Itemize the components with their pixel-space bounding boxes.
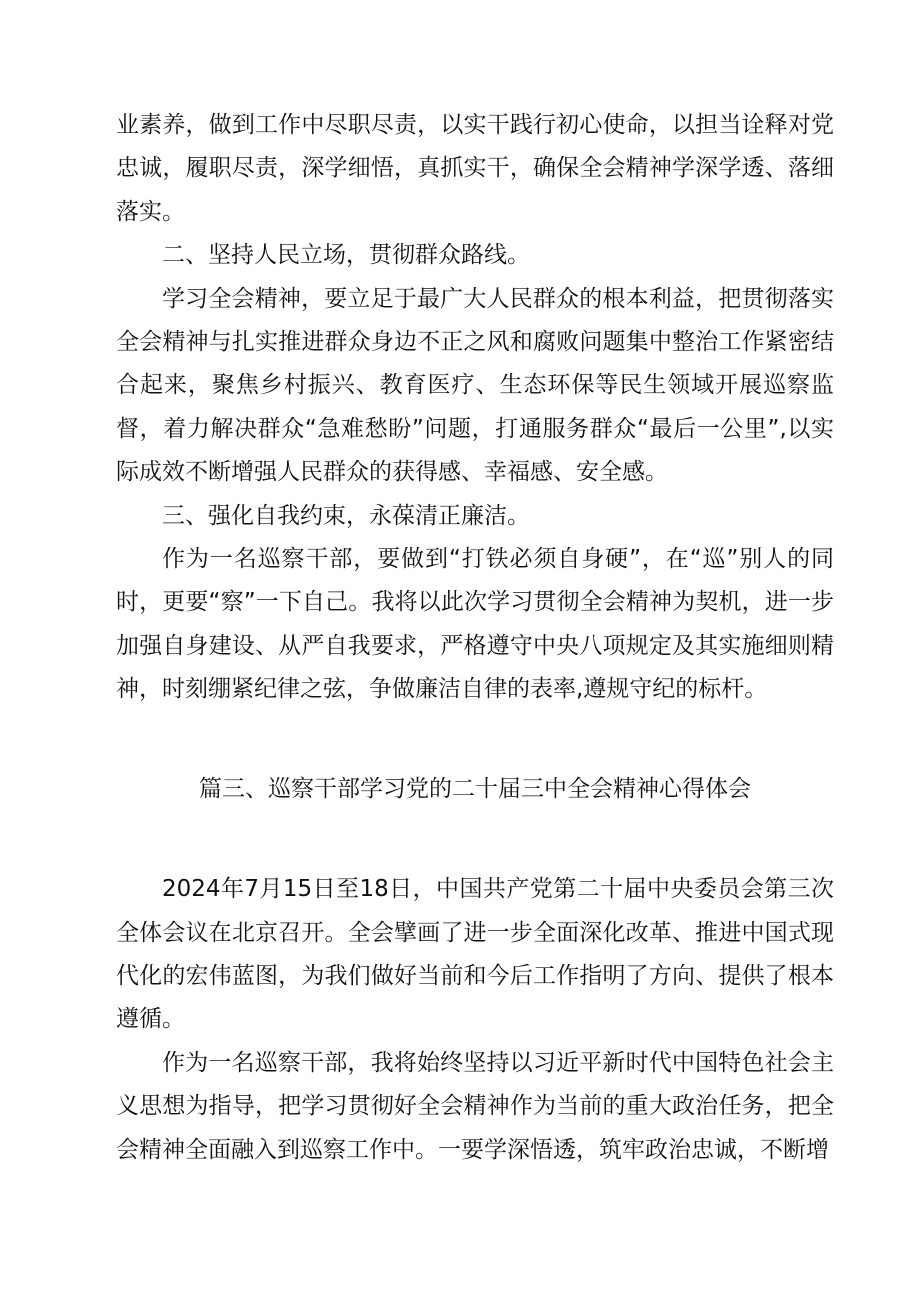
- heading-point-three: 三、强化自我约束，永葆清正廉洁。: [162, 502, 530, 529]
- heading-point-two: 二、坚持人民立场，贯彻群众路线。: [162, 242, 530, 269]
- paragraph-people-stance: 学习全会精神，要立足于最广大人民群众的根本利益，把贯彻落实全会精神与扎实推进群众身边不正之风和腐败问题集中整治工作紧密结合起来，聚焦乡村振兴、教育医疗、生态环保等民生领域开展巡察监督，着力解决群众“急难愁盼”问题，打通服务群众“最后一公里”,以实际成效不断增强人民群众的获得感、幸福感、安全感。: [116, 285, 834, 486]
- section-title: 篇三、巡察干部学习党的二十届三中全会精神心得体会: [199, 775, 751, 802]
- paragraph-plenum-intro: 2024年7月15日至18日，中国共产党第二十届中央委员会第三次全体会议在北京召开。全会擘画了进一步全面深化改革、推进中国式现代化的宏伟蓝图，为我们做好当前和今后工作指明了方向、提供了根本遵循。: [116, 876, 834, 1033]
- paragraph-self-discipline: 作为一名巡察干部，要做到“打铁必须自身硬”，在“巡”别人的同时，更要“察”一下自己。我将以此次学习贯彻全会精神为契机，进一步加强自身建设、从严自我要求，严格遵守中央八项规定及其实施细则精神，时刻绷紧纪律之弦，争做廉洁自律的表率,遵规守纪的标杆。: [116, 546, 834, 703]
- paragraph-continuation: 业素养，做到工作中尽职尽责，以实干践行初心使命，以担当诠释对党忠诚，履职尽责，深学细悟，真抓实干，确保全会精神学深学透、落细落实。: [116, 112, 834, 225]
- document-body: [116, 104, 834, 1172]
- paragraph-inspector-commitment: 作为一名巡察干部，我将始终坚持以习近平新时代中国特色社会主义思想为指导，把学习贯彻好全会精神作为当前的重大政治任务，把全会精神全面融入到巡察工作中。一要学深悟透，筑牢政治忠诚，不断增: [116, 1049, 834, 1163]
